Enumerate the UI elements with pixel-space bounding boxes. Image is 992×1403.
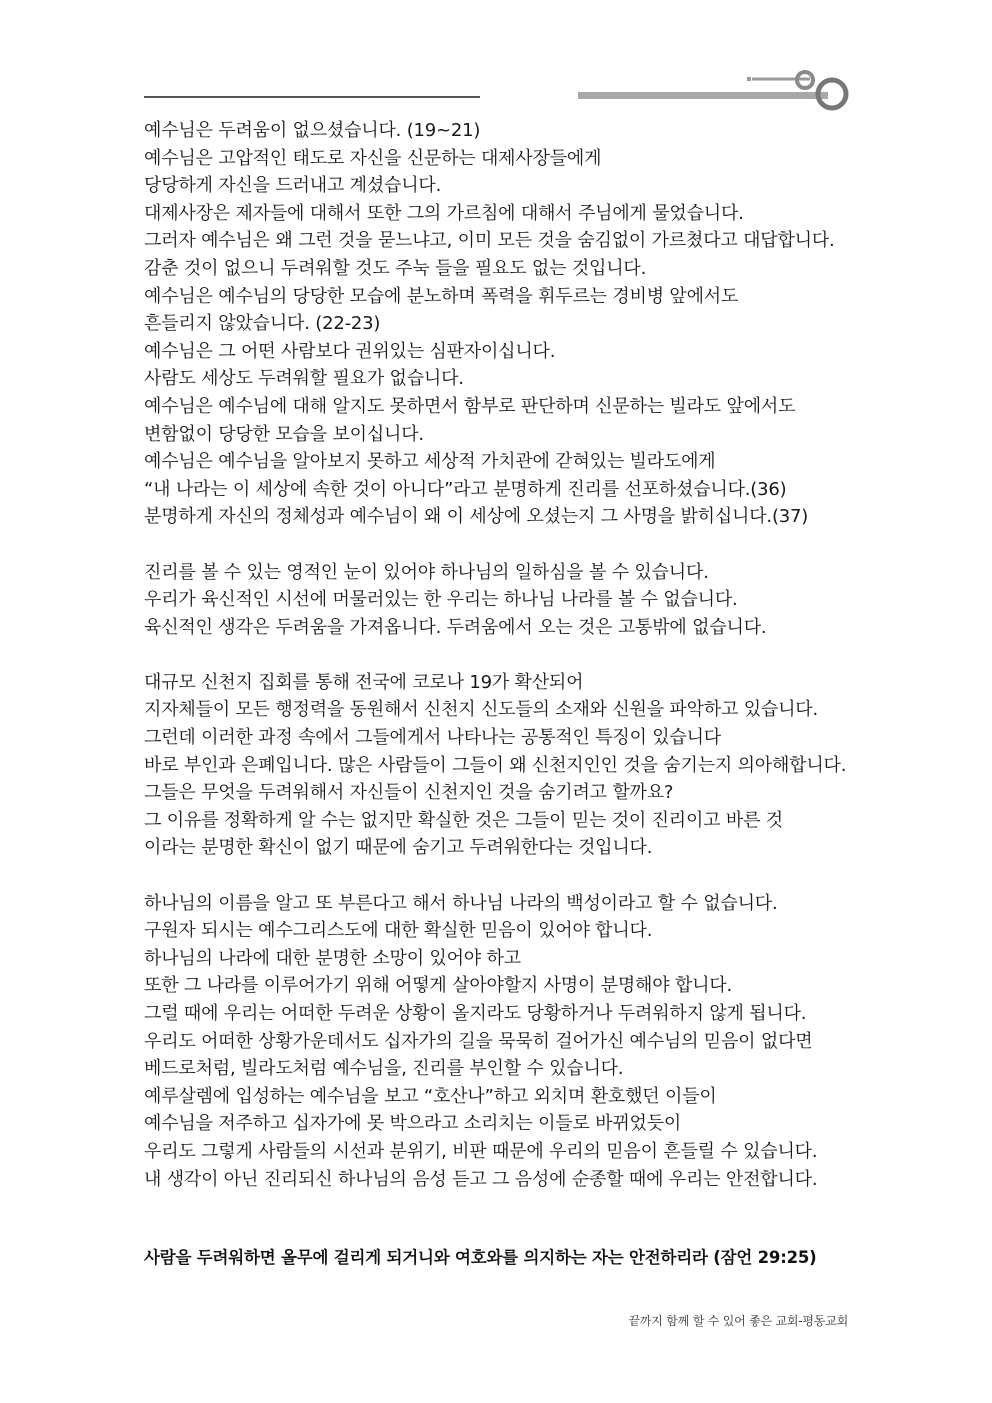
text-line: 그런데 이러한 과정 속에서 그들에게서 나타나는 공통적인 특징이 있습니다 bbox=[144, 727, 721, 749]
text-line: 예수님은 예수님에 대해 알지도 못하면서 함부로 판단하며 신문하는 빌라도 앞에서도 bbox=[144, 395, 796, 417]
bible-verse: 사람을 두려워하면 올무에 걸리게 되거니와 여호와를 의지하는 자는 안전하리라 (잠언 29:25) bbox=[144, 1248, 817, 1267]
text-line: 그들은 무엇을 두려워해서 자신들이 신천지인 것을 숨기려고 할까요? bbox=[144, 782, 674, 804]
page-footer: 끝까지 함께 할 수 있어 좋은 교회-평동교회 bbox=[628, 1314, 848, 1328]
text-line: 내 생각이 아닌 진리되신 하나님의 음성 듣고 그 음성에 순종할 때에 우리는 안전합니다. bbox=[144, 1168, 818, 1190]
text-line: 하나님의 나라에 대한 분명한 소망이 있어야 하고 bbox=[144, 947, 521, 969]
header-decoration bbox=[0, 0, 992, 120]
text-line: “내 나라는 이 세상에 속한 것이 아니다”라고 분명하게 진리를 선포하셨습니다.(36) bbox=[144, 478, 787, 500]
text-line: 구원자 되시는 예수그리스도에 대한 확실한 믿음이 있어야 합니다. bbox=[144, 920, 653, 942]
text-line: 지자체들이 모든 행정력을 동원해서 신천지 신도들의 소재와 신원을 파악하고 있습니다. bbox=[144, 699, 818, 721]
main-content bbox=[144, 117, 864, 1221]
text-line: 베드로처럼, 빌라도처럼 예수님을, 진리를 부인할 수 있습니다. bbox=[144, 1058, 624, 1080]
header-bar-gray bbox=[578, 92, 828, 99]
text-line: 당당하게 자신을 드러내고 계셨습니다. bbox=[144, 175, 442, 197]
text-line: 그럴 때에 우리는 어떠한 두려운 상황이 올지라도 당황하거나 두려워하지 않게 됩니다. bbox=[144, 1003, 807, 1024]
paragraph bbox=[144, 669, 864, 862]
text-line: 우리도 그렇게 사람들의 시선과 분위기, 비판 때문에 우리의 믿음이 흔들릴 수 있습니다. bbox=[144, 1140, 818, 1162]
text-line: 예수님은 고압적인 태도로 자신을 신문하는 대제사장들에게 bbox=[144, 147, 602, 169]
text-line: 그 이유를 정확하게 알 수는 없지만 확실한 것은 그들이 믿는 것이 진리이고 바른 것 bbox=[144, 809, 783, 831]
text-line: 감춘 것이 없으니 두려워할 것도 주눅 들을 필요도 없는 것입니다. bbox=[144, 257, 647, 279]
text-line: 대제사장은 제자들에 대해서 또한 그의 가르침에 대해서 주님에게 물었습니다. bbox=[144, 202, 744, 224]
text-line: 예수님은 그 어떤 사람보다 권위있는 심판자이십니다. bbox=[144, 340, 556, 362]
paragraph bbox=[144, 890, 864, 1194]
header-bar-dot bbox=[747, 77, 751, 81]
text-line: 분명하게 자신의 정체성과 예수님이 왜 이 세상에 오셨는지 그 사명을 밝히십니다.(37) bbox=[144, 506, 809, 528]
text-line: 대규모 신천지 집회를 통해 전국에 코로나 19가 확산되어 bbox=[144, 671, 584, 693]
text-line: 그러자 예수님은 왜 그런 것을 묻느냐고, 이미 모든 것을 숨김없이 가르쳤다고 대답합니다. bbox=[144, 230, 835, 252]
text-line: 우리도 어떠한 상황가운데서도 십자가의 길을 묵묵히 걸어가신 예수님의 믿음이 없다면 bbox=[144, 1030, 813, 1052]
text-line: 바로 부인과 은폐입니다. 많은 사람들이 그들이 왜 신천지인인 것을 숨기는지 의아해합니다. bbox=[144, 754, 847, 776]
text-line: 또한 그 나라를 이루어가기 위해 어떻게 살아야할지 사명이 분명해야 합니다. bbox=[144, 975, 733, 997]
text-line: 예수님은 두려움이 없으셨습니다. (19~21) bbox=[144, 120, 481, 141]
text-line: 육신적인 생각은 두려움을 가져옵니다. 두려움에서 오는 것은 고통밖에 없습니다. bbox=[144, 616, 767, 638]
text-line: 하나님의 이름을 알고 또 부른다고 해서 하나님 나라의 백성이라고 할 수 없습니다. bbox=[144, 892, 778, 914]
text-line: 예수님은 예수님을 알아보지 못하고 세상적 가치관에 갇혀있는 빌라도에게 bbox=[144, 451, 716, 473]
text-line: 변함없이 당당한 모습을 보이십니다. bbox=[144, 423, 424, 445]
text-line: 진리를 볼 수 있는 영적인 눈이 있어야 하나님의 일하심을 볼 수 있습니다. bbox=[144, 561, 709, 583]
text-line: 예루살렘에 입성하는 예수님을 보고 “호산나”하고 외치며 환호했던 이들이 bbox=[144, 1085, 717, 1107]
text-line: 우리가 육신적인 시선에 머물러있는 한 우리는 하나님 나라를 볼 수 없습니다. bbox=[144, 589, 738, 611]
text-line: 사람도 세상도 두려워할 필요가 없습니다. bbox=[144, 368, 464, 390]
text-line: 예수님은 예수님의 당당한 모습에 분노하며 폭력을 휘두르는 경비병 앞에서도 bbox=[144, 285, 739, 307]
paragraph bbox=[144, 117, 864, 531]
text-line: 흔들리지 않았습니다. (22-23) bbox=[144, 313, 381, 335]
text-line: 이라는 분명한 확신이 없기 때문에 숨기고 두려워한다는 것입니다. bbox=[144, 837, 653, 859]
paragraph bbox=[144, 559, 864, 642]
text-line: 예수님을 저주하고 십자가에 못 박으라고 소리치는 이들로 바뀌었듯이 bbox=[144, 1113, 682, 1135]
